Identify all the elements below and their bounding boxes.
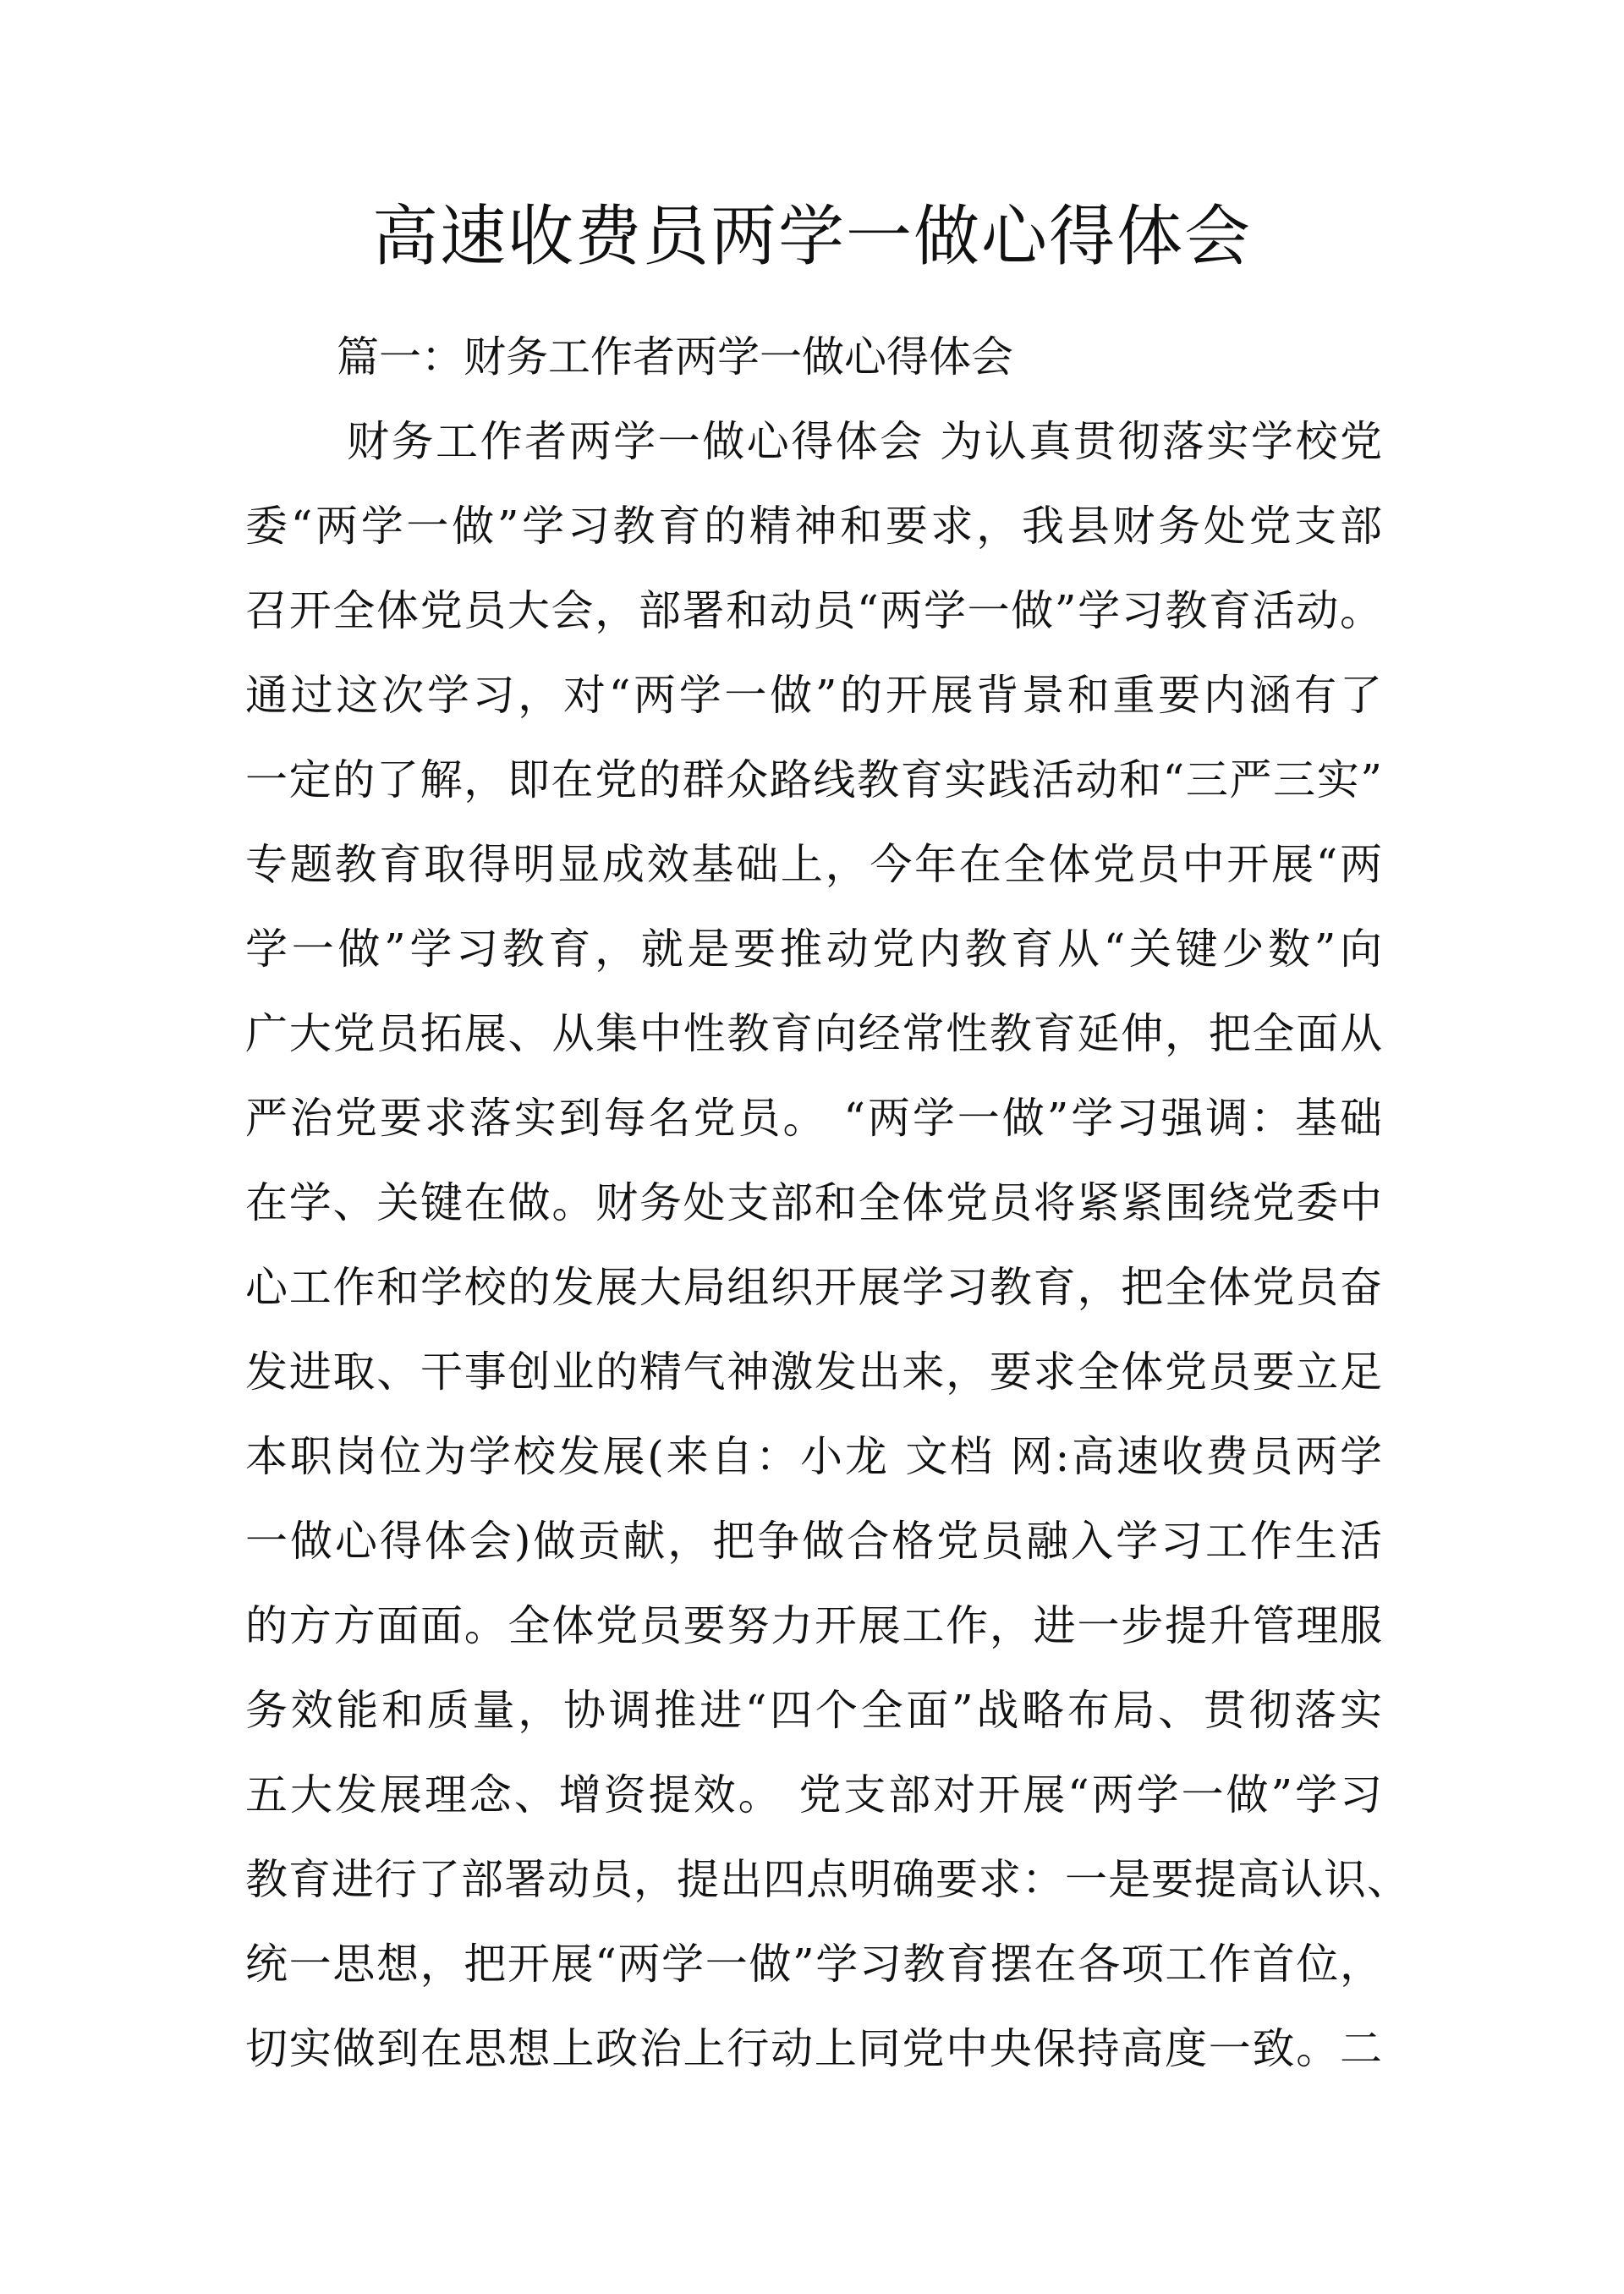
text-line: 财务工作者两学一做心得体会 为认真贯彻落实学校党 — [347, 417, 1383, 466]
text-line: 专题教育取得明显成效基础上，今年在全体党员中开展“两 — [245, 840, 1383, 889]
text-line: 召开全体党员大会，部署和动员“两学一做”学习教育活动。 — [245, 586, 1383, 635]
text-line: 教育进行了部署动员，提出四点明确要求：一是要提高认识、 — [245, 1855, 1410, 1904]
text-line: 心工作和学校的发展大局组织开展学习教育，把全体党员奋 — [245, 1263, 1383, 1312]
text-line: 委“两学一做”学习教育的精神和要求，我县财务处党支部 — [245, 502, 1383, 551]
text-line: 广大党员拓展、从集中性教育向经常性教育延伸，把全面从 — [245, 1009, 1383, 1058]
text-line: 切实做到在思想上政治上行动上同党中央保持高度一致。二 — [245, 2024, 1383, 2073]
section-heading: 篇一：财务工作者两学一做心得体会 — [337, 332, 1013, 381]
text-line: 严治党要求落实到每名党员。 “两学一做”学习强调：基础 — [245, 1094, 1383, 1143]
text-line: 本职岗位为学校发展(来自：小龙 文档 网:高速收费员两学 — [245, 1432, 1383, 1481]
text-line: 通过这次学习，对“两学一做”的开展背景和重要内涵有了 — [245, 671, 1383, 720]
body-paragraph — [245, 399, 1410, 2091]
text-line: 学一做”学习教育，就是要推动党内教育从“关键少数”向 — [245, 925, 1383, 974]
text-line: 统一思想，把开展“两学一做”学习教育摆在各项工作首位， — [245, 1940, 1383, 1989]
text-line: 务效能和质量，协调推进“四个全面”战略布局、贯彻落实 — [245, 1686, 1383, 1735]
text-line: 的方方面面。全体党员要努力开展工作，进一步提升管理服 — [245, 1601, 1383, 1650]
text-line: 一做心得体会)做贡献，把争做合格党员融入学习工作生活 — [245, 1517, 1383, 1566]
document-title: 高速收费员两学一做心得体会 — [371, 199, 1252, 275]
text-line: 一定的了解，即在党的群众路线教育实践活动和“三严三实” — [245, 755, 1383, 804]
text-line: 五大发展理念、增资提效。 党支部对开展“两学一做”学习 — [245, 1770, 1383, 1819]
text-line: 在学、关键在做。财务处支部和全体党员将紧紧围绕党委中 — [245, 1178, 1383, 1227]
text-line: 发进取、干事创业的精气神激发出来，要求全体党员要立足 — [245, 1347, 1383, 1397]
